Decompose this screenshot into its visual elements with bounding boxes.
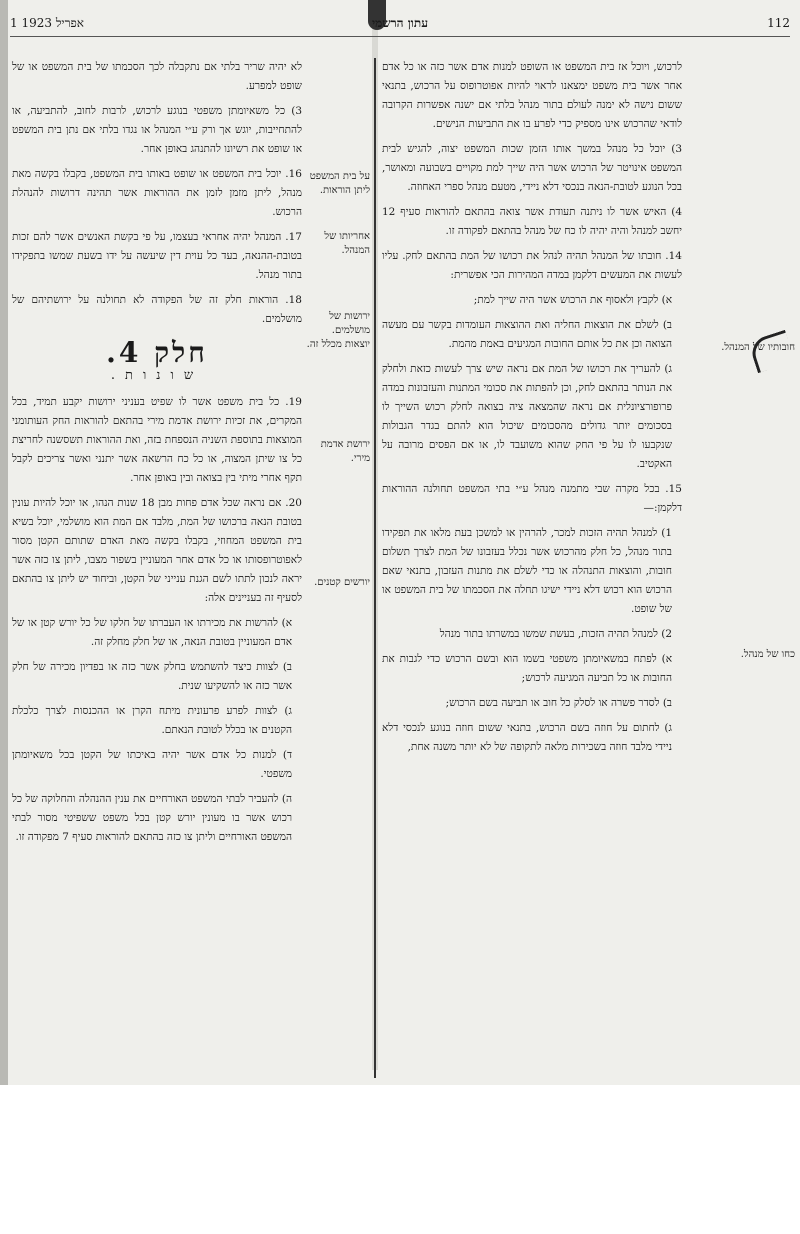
margin-note: כחו של מנהל. — [740, 649, 795, 660]
section-20: 20. אם נראה שכל אדם פחות מבן 18 שנות הנהו, או יוכל להיות עונין בטובת הנאה ברכושו של המת, מלבד אם המת הוא מושלמי, יוכל בשיא בית המשפט המחוזי, בקבלו בקשה מאת האדם שתותם הקטן מסור לאפוטרופסותו או כל אדם אחר המעוניין בשפור מצבו, ליתן צו כזה אשר יראה לנכון לתתו לשם הגנת ענייני של הקטן, וביחוד יש ליתן צו בהתאם לסעיף זה בעניינים אלה: — [12, 497, 302, 604]
paragraph: לא יהיה שריר בלתי אם נתקבלה לכך הסכמתו של בית המשפט או של שופט למפרע. — [12, 61, 302, 92]
left-column — [12, 58, 302, 853]
page-number: 112 — [767, 16, 790, 30]
column-divider — [374, 58, 376, 1078]
paragraph: לרכוש, ויוכל אז בית המשפט או השופט למנות אדם אשר כזה או כל אדם אחר אשר בית משפט ימצאנו לראוי להיות אפוטרופוס על הרכוש, בתנאי ששום נישה לא ימנה לעולם בתור מנהל בלתי אם ישנה אפשרות הקרובה לודאי שהרכוש אינו מספיק כדי לפרע בו את התביעות הנישים. — [382, 61, 682, 130]
part-title: חלק 4. — [106, 336, 208, 369]
page-date: 1 אפריל 1923 — [10, 15, 84, 30]
paragraph: ב) לשלם את הוצאות החליה ואת ההוצאות העומדות בקשר עם מעשה הצואה וכן את כל אותם החובות המגיעים באמת מהמת. — [382, 319, 672, 350]
section-17: 17. המנהל יהיה אחראי בעצמו, על פי בקשת האנשים אשר להם זכות בטובת-ההנאה, בעד כל עוית דין שיעשה על ידו בשעת שמשו בתפקידו בתור מנהל. — [12, 231, 302, 281]
paragraph: ג) להעריך את רכושו של המת אם נראה שיש צרך לעשות כזאת ולחלק את הנותר בהתאם לחק, וכן להפתות את סכומי המתנות והעזבונות במדה פרופורציונלית אם נראה שהמצאה ציה בצואה לחלק רכוש השייך לו בסכומים יותר גדולים מהסכומים שיכול הוא להתם בגדר הגבולות שנקבעו לו על פי החק שהוא משועבד לו, או אם הפסים מרובה על האקטיב. — [382, 363, 672, 470]
paragraph: ג) לחתום על חוזה בשם הרכוש, בתנאי ששום חוזה בנוגע לנכסי דלא ניידי מלבד חוזה בשכירות מלאה לתקופה של לא יותר משנה אחת, — [382, 722, 672, 753]
margin-note: על בית המשפט ליתן הוראות. — [309, 171, 370, 196]
paragraph: 2) למנהל תהיה הזכות, בעשת שמשו במשרתו בתור מנהל — [439, 628, 672, 640]
right-column — [382, 58, 682, 763]
paragraph: 3) יוכל כל מנהל במשך אותו הזמן שכות המשפט יצוה, להגיש לבית המשפט אינויטר של הרכוש אשר היה שייך למת מקויים בשבועה ומאושר, בכל הנוגע לטובת-הנאה בנכסי דלא ניידי, מטעם מנהל ספרי האחוזה. — [382, 143, 682, 193]
paragraph: ג) לצוות לפרע פרעונית מיתח הקרן או ההכנסות לצרך כלכלת הקטנים או בכלל לטובת הנאתם. — [12, 705, 292, 736]
margin-note: חובותיו של המנהל. — [721, 342, 795, 353]
paragraph: ב) לסדר פשרה או לסלק כל חוב או תביעה בשם הרכוש; — [445, 697, 672, 709]
pen-mark — [748, 330, 795, 373]
section-16: 16. יוכל בית המשפט או שופט באותו בית המשפט, בקבלו בקשה מאת מנהל, ליתן מזמן לזמן את ההוראות אשר תהינה דרושות להנהלת הרכוש. — [12, 168, 302, 218]
section-14: 14. חובתו של המנהל תהיה לנהל את רכושו של המת בהתאם לחק. עליו לעשות את המעשים דלקמן במדה המהירות הכי אפשרית: — [382, 250, 682, 281]
margin-note: ירושות של מושלמים. יוצאות מכלל זה. — [306, 311, 370, 350]
gazette-title: עתון הרשמי — [372, 15, 428, 30]
paragraph: א) לקבץ ולאסוף את הרכוש אשר היה שייך למת; — [473, 294, 672, 306]
paragraph: 3) כל משאיומתן משפטי בנוגע לרכוש, לרבות לחוב, להתביעה, או להתחייבות, יוגש אך ורק ע״י המנהל או נגדו בלתי אם נתן בית המשפט או שופט את רשיונו להתנהג באופן אחר. — [12, 105, 302, 155]
margin-note: ירושת אדמת מירי. — [320, 439, 370, 464]
page-header — [10, 10, 790, 37]
paragraph: ב) לצוות כיצד להשתמש בחלק אשר כזה או בפדיון מכירה של חלק אשר כזה או להשקיעו שנית. — [12, 661, 292, 692]
paragraph: א) להרשות את מכירתו או העברתו של חלקו של כל יורש קטן או של אדם המעוניין בטובת הנאה, או של חלק מחלק זה. — [12, 617, 292, 648]
paragraph: 1) למנהל תהיה הזכות למכר, להרהין או למשכן בעת מלאו את תפקידו בתור מנהל, כל חלק מהרכוש אשר נכלל בעזבונו של המת לצרך תשלום חובות, והוצאות התנהלה או כדי לשלם את מתנות העזבון, בתנאי שאם הרכוש הוא רכוש דלא ניידי ישיגו תחלה את הסכמתו של בית המשפט או של שופט. — [382, 527, 672, 615]
section-18: 18. הוראות חלק זה של הפקודה לא תחולנה על ירושתיהם של מושלמים. — [12, 294, 302, 325]
section-19: 19. כל בית משפט אשר לו שפיט בעניני ירושות יקבע תמיד, בכל המקרים, את זכיות ירושת אדמת מירי בהתאם להוראות החק העותומני המוצאות בתוספת השניה הנספחת בזה, ואת ההוראות תשסשנה לחריצת כל צו שיתן המצוה, או כל כח הרשאה אשר יתנני ואשר צריכים לקבל תקף אחרי מיתי בין בצואה ובין באופן אחר. — [12, 396, 302, 484]
section-15: 15. בכל מקרה שבי מתמנה מנהל ע״י בתי המשפט תחולנה ההוראות דלקמן:— — [382, 483, 682, 514]
paragraph: 4) האיש אשר לו ניתנה תעודת אשר צואה בהתאם להוראות סעיף 12 יחשב למנהל והיה יהיה לו כח של מנהל בהתאם לפקודה זו. — [382, 206, 682, 237]
paragraph: ה) להעביר לבתי המשפט האורחיים את ענין ההנהלה והחלוקה של כל רכוש אשר בו מעונין יורש קטן בכל משפט ששפיטי מסור לבתי המשפט האורחיים וליתן צו כזה בהתאם להוראות סעיף 7 מפקודה זו. — [12, 793, 292, 843]
paragraph: ד) למנות כל אדם אשר יהיה באיכתו של הקטן בכל משאיומתן משפטי. — [12, 749, 292, 780]
paragraph: א) לפתח במשאיומתן משפטי בשמו הוא ובשם הרכוש כדי לגבות את החובות או כל תביעה המגיעה לרכוש; — [382, 653, 672, 684]
margin-note: יורשים קטנים. — [314, 577, 370, 588]
part-subtitle: שונות. — [110, 368, 204, 383]
margin-note: אחריותו של המנהל. — [324, 231, 370, 256]
